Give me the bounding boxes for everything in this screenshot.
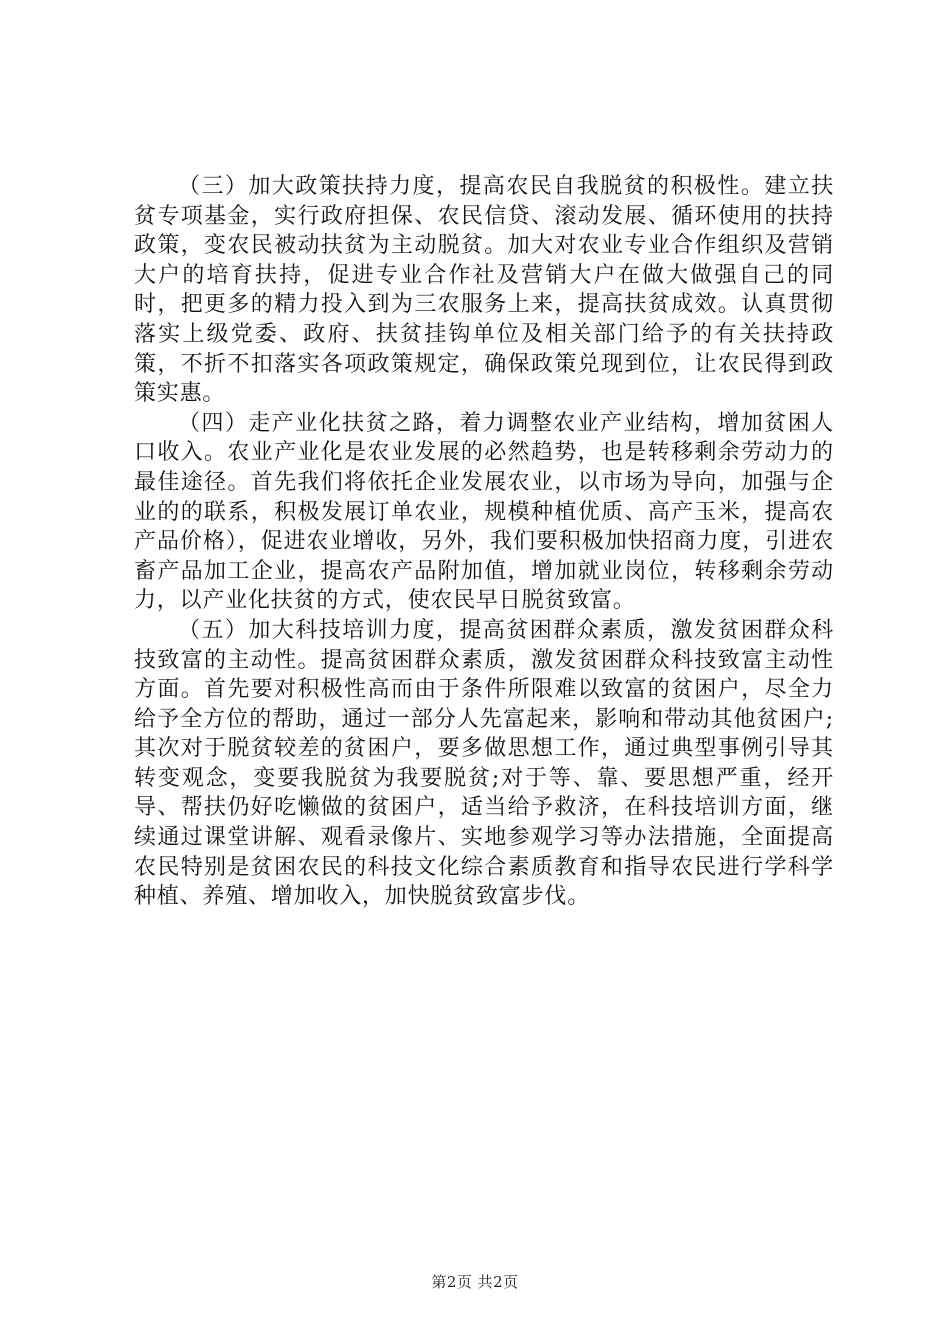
paragraph-3: （三）加大政策扶持力度，提高农民自我脱贫的积极性。建立扶贫专项基金，实行政府担保、农民信贷、滚动发展、循环使用的扶持政策，变农民被动扶贫为主动脱贫。加大对农业专业合作组织及营销大户的培育扶持，促进专业合作社及营销大户在做大做强自己的同时，把更多的精力投入到为三农服务上来，提高扶贫成效。认真贯彻落实上级党委、政府、扶贫挂钩单位及相关部门给予的有关扶持政策，不折不扣落实各项政策规定，确保政策兑现到位，让农民得到政策实惠。 [134, 174, 834, 407]
paragraph-4: （四）走产业化扶贫之路，着力调整农业产业结构，增加贫困人口收入。农业产业化是农业发展的必然趋势，也是转移剩余劳动力的最佳途径。首先我们将依托企业发展农业，以市场为导向，加强与企业的的联系，积极发展订单农业，规模种植优质、高产玉米，提高农产品价格），促进农业增收，另外，我们要积极加快招商力度，引进农畜产品加工企业，提高农产品附加值，增加就业岗位，转移剩余劳动力，以产业化扶贫的方式，使农民早日脱贫致富。 [134, 410, 834, 614]
page-number-footer: 第2页 共2页 [431, 1273, 519, 1291]
paragraph-5: （五）加大科技培训力度，提高贫困群众素质，激发贫困群众科技致富的主动性。提高贫困群众素质，激发贫困群众科技致富主动性方面。首先要对积极性高而由于条件所限难以致富的贫困户，尽全力给予全方位的帮助，通过一部分人先富起来，影响和带动其他贫困户;其次对于脱贫较差的贫困户，要多做思想工作，通过典型事例引导其转变观念，变要我脱贫为我要脱贫;对于等、靠、要思想严重，经开导、帮扶仍好吃懒做的贫困户，适当给予救济，在科技培训方面，继续通过课堂讲解、观看录像片、实地参观学习等办法措施，全面提高农民特别是贫困农民的科技文化综合素质教育和指导农民进行学科学种植、养殖、增加收入，加快脱贫致富步伐。 [134, 617, 834, 910]
document-body [134, 172, 834, 912]
